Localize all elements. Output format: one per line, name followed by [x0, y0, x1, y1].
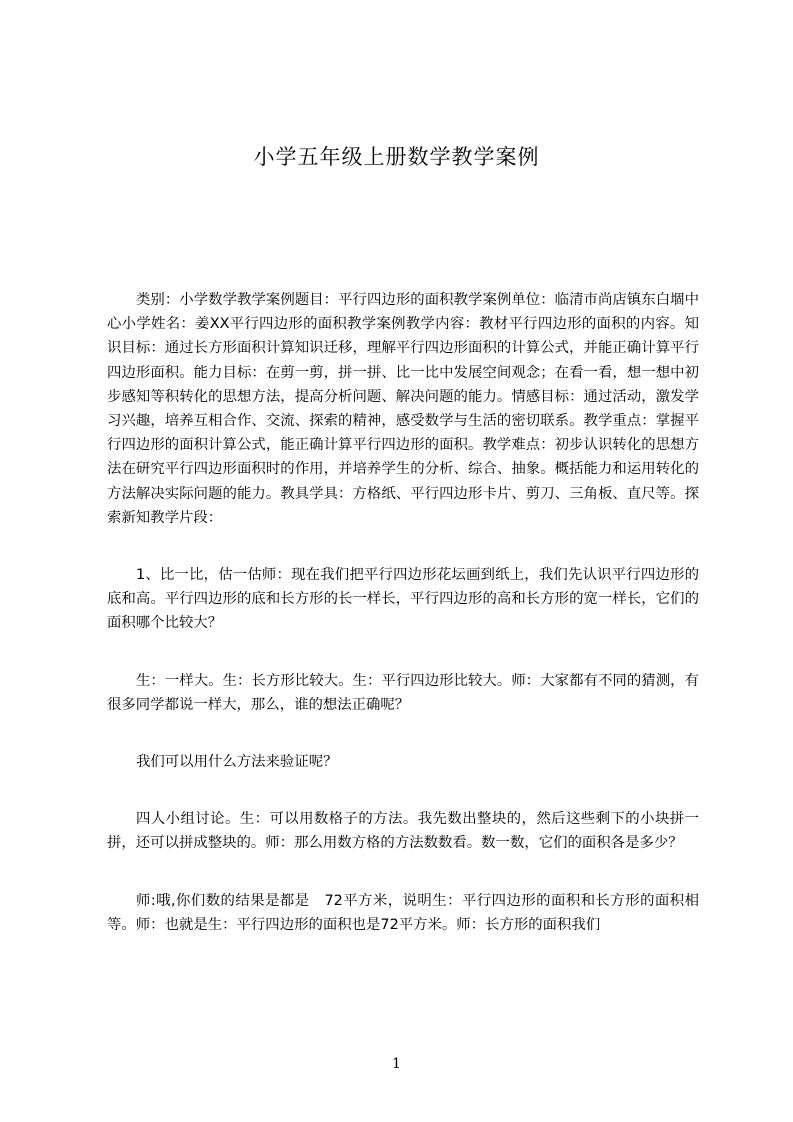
paragraph-compare: 1、比一比，估一估师：现在我们把平行四边形花坛画到纸上，我们先认识平行四边形的底和高。平行四边形的底和长方形的长一样长，平行四边形的高和长方形的宽一样长，它们的面积哪个比较大？	[107, 567, 699, 632]
paragraph-student-guesses: 生：一样大。生：长方形比较大。生：平行四边形比较大。师：大家都有不同的猜测，有很多同学都说一样大，那么，谁的想法正确呢？	[107, 672, 699, 713]
paragraph-result: 师:哦,你们数的结果是都是 72平方米，说明生：平行四边形的面积和长方形的面积相等。师：也就是生：平行四边形的面积也是72平方米。师：长方形的面积我们	[107, 892, 699, 933]
paragraph-gap	[107, 530, 699, 563]
paragraph-verify-question: 我们可以用什么方法来验证呢？	[136, 754, 338, 771]
paragraph-gap	[107, 856, 699, 889]
page-number: 1	[392, 1056, 401, 1072]
paragraph-intro: 类别：小学数学教学案例题目：平行四边形的面积教学案例单位：临清市尚店镇东白堌中心小学姓名：姜XX平行四边形的面积教学案例教学内容：教材平行四边形的面积的内容。知识目标：通过长方形面积计算知识迁移，理解平行四边形面积的计算公式，并能正确计算平行四边形面积。能力目标：在剪一剪，拼一拼、比一比中发展空间观念；在看一看，想一想中初步感知等积转化的思想方法，提高分析问题、解决问题的能力。情感目标：通过活动，激发学习兴趣，培养互相合作、交流、探索的精神，感受数学与生活的密切联系。教学重点：掌握平行四边形的面积计算公式，能正确计算平行四边形的面积。教学难点：初步认识转化的思想方法在研究平行四边形面积时的作用，并培养学生的分析、综合、抽象。概括能力和运用转化的方法解决实际问题的能力。教具学具：方格纸、平行四边形卡片、剪刀、三角板、直尺等。探索新知教学片段：	[107, 292, 699, 526]
paragraph-gap	[107, 636, 699, 669]
document-body	[107, 288, 699, 937]
paragraph-gap	[107, 774, 699, 807]
paragraph-group-discussion: 四人小组讨论。生：可以用数格子的方法。我先数出整块的，然后这些剩下的小块拼一拼，还可以拼成整块的。师：那么用数方格的方法数数看。数一数，它们的面积各是多少？	[107, 811, 699, 852]
document-title: 小学五年级上册数学教学案例	[253, 145, 540, 169]
paragraph-gap	[107, 717, 699, 750]
